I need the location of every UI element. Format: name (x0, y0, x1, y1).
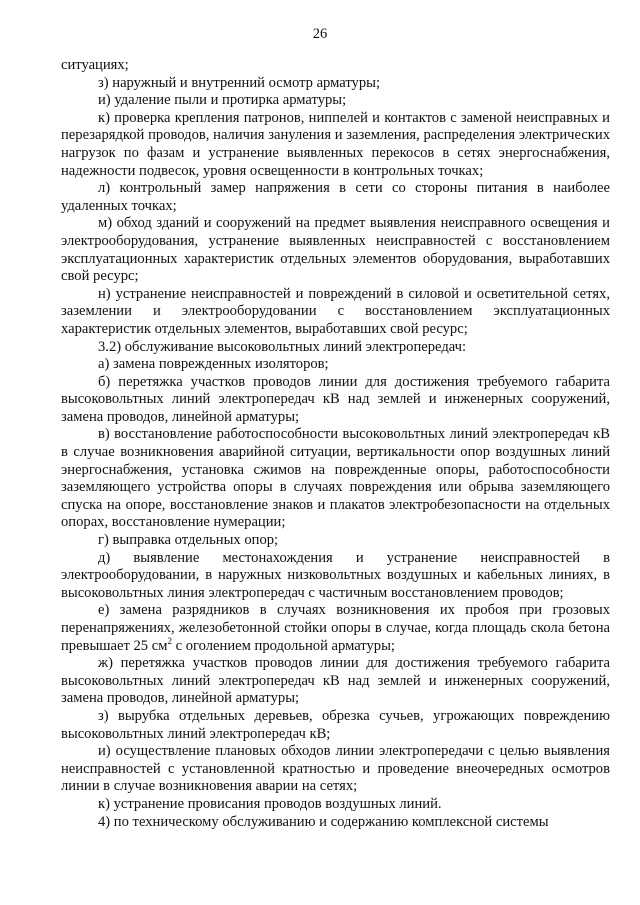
paragraph: к) проверка крепления патронов, ниппелей и контактов с заменой неисправных и перезарядкой проводов, наличия зануления и заземления, распределения электрических нагрузок по фазам и устранение выявленных перекосов в сетях энергоснабжения, надежности подвесок, уровня освещенности в контрольных точках; (61, 109, 610, 179)
paragraph: ж) перетяжка участков проводов линии для достижения требуемого габарита высоковольтных линий электропередач кВ над землей и инженерных сооружений, замена проводов, линейной арматуры; (61, 655, 610, 707)
paragraph: 3.2) обслуживание высоковольтных линий электропередач: (98, 338, 467, 355)
paragraph: и) осуществление плановых обходов линии электропередачи с целью выявления неисправностей с установленной кратностью и проведение внеочередных осмотров линии в случае возникновения аварии на сетях; (61, 743, 610, 795)
paragraph: з) вырубка отдельных деревьев, обрезка сучьев, угрожающих повреждению высоковольтных линий электропередач кВ; (61, 707, 610, 742)
paragraph: 4) по техническому обслуживанию и содержанию комплексной системы (98, 813, 549, 830)
paragraph: к) устранение провисания проводов воздушных линий. (98, 795, 442, 812)
paragraph-text: с оголением продольной арматуры; (171, 637, 395, 654)
superscript: 2 (167, 635, 172, 646)
paragraph: д) выявление местонахождения и устранение неисправностей в электрооборудовании, в наружных низковольтных воздушных и кабельных линиях, в высоковольтных линия электропередач с частичным восстановлением проводов; (61, 549, 610, 601)
page-number: 26 (312, 26, 328, 42)
paragraph: з) наружный и внутренний осмотр арматуры; (98, 74, 381, 91)
paragraph: н) устранение неисправностей и повреждений в силовой и осветительной сетях, заземлении и электрооборудовании с восстановлением эксплуатационных характеристик отдельных элементов, выработавших свой ресурс; (61, 285, 610, 337)
paragraph: ситуациях; (61, 57, 129, 73)
paragraph-text: е) замена разрядников в случаях возникновения их пробоя при грозовых перенапряжениях, железобетонной стойки опоры в случае, когда площадь скола бетона превышает 25 см (61, 602, 610, 654)
paragraph (61, 602, 610, 655)
paragraph: м) обход зданий и сооружений на предмет выявления неисправного освещения и электрооборудования, устранение выявленных неисправностей с восстановлением эксплуатационных характеристик отдельных элементов оборудования, выработавших свой ресурс; (61, 215, 610, 285)
paragraph: г) выправка отдельных опор; (98, 532, 279, 549)
paragraph: и) удаление пыли и протирка арматуры; (98, 92, 347, 109)
paragraph: б) перетяжка участков проводов линии для достижения требуемого габарита высоковольтных линий электропередач кВ над землей и инженерных сооружений, замена проводов, линейной арматуры; (61, 373, 610, 425)
body-text (61, 57, 610, 831)
paragraph: в) восстановление работоспособности высоковольтных линий электропередач кВ в случае возникновения аварийной ситуации, вертикальности опор воздушных линий энергоснабжения, установка сжимов на поврежденные опоры, работоспособности заземляющего устройства опоры в случаях повреждения или обрыва заземляющего спуска на опоре, восстановление знаков и плакатов электробезопасности на отдельных опорах, восстановление нумерации; (61, 426, 610, 531)
paragraph: а) замена поврежденных изоляторов; (98, 356, 329, 373)
paragraph: л) контрольный замер напряжения в сети со стороны питания в наиболее удаленных точках; (61, 180, 610, 214)
